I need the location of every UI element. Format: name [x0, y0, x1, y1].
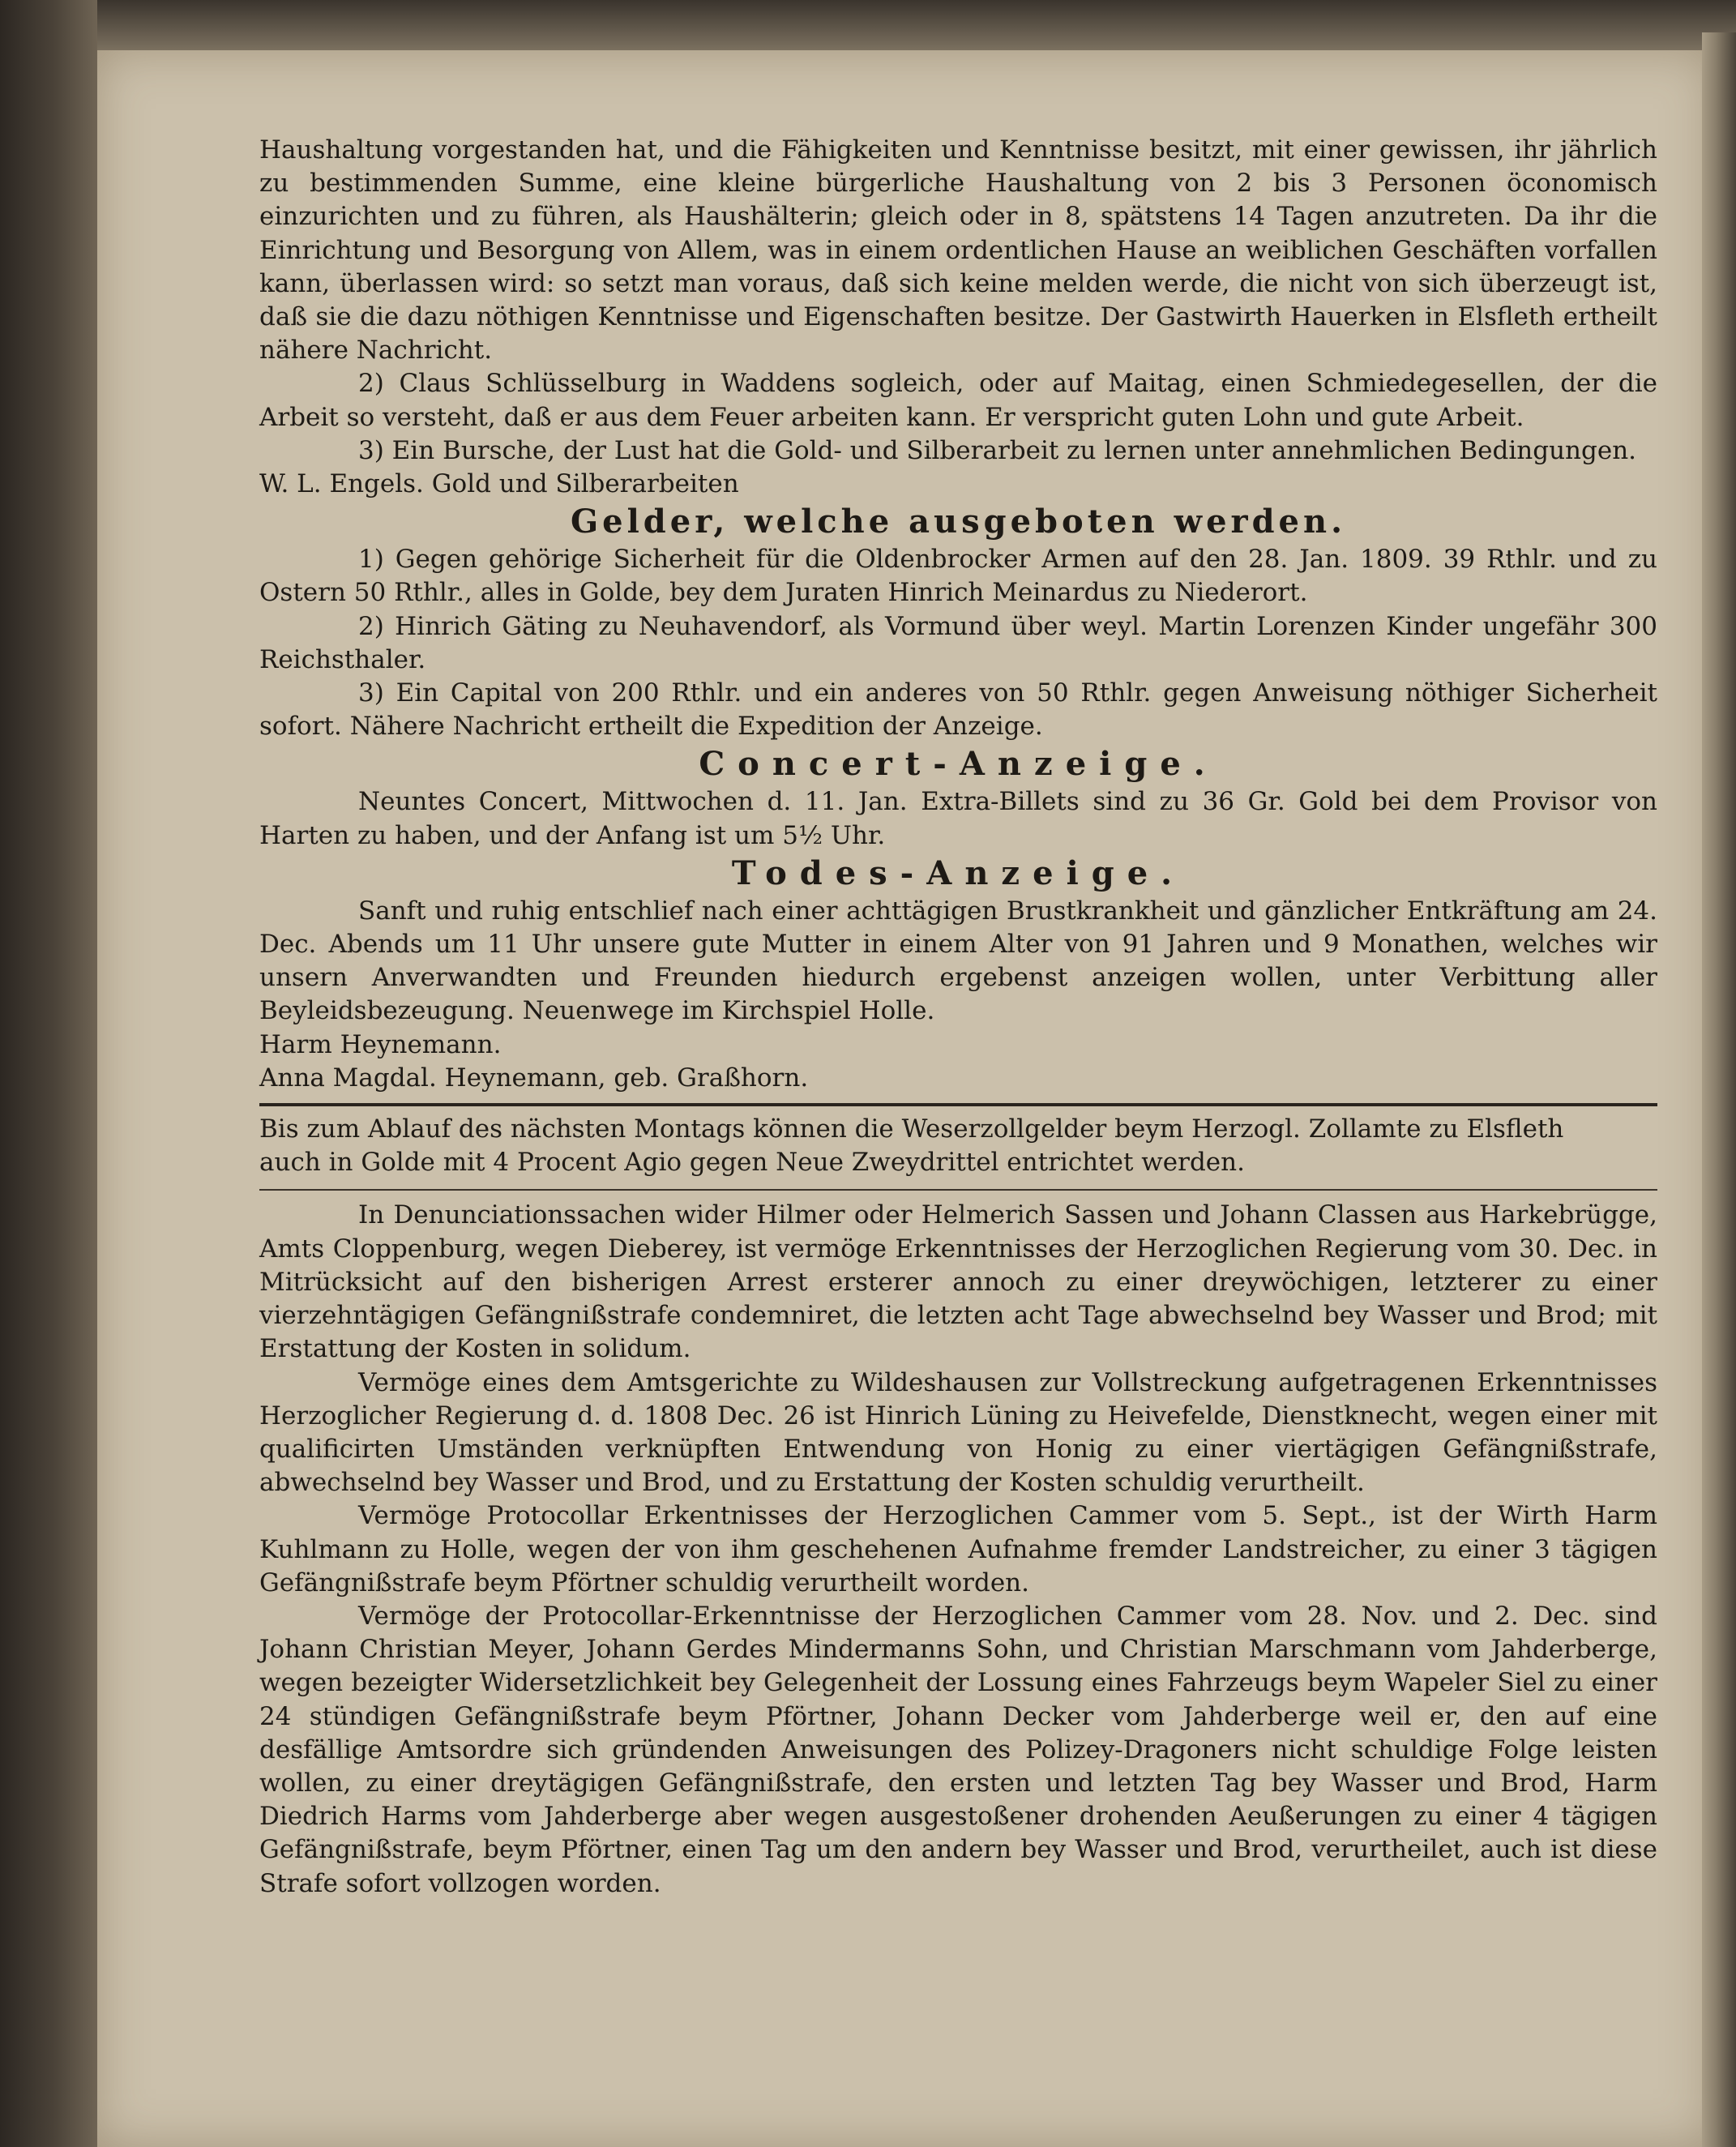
money-offer-3: 3) Ein Capital von 200 Rthlr. und ein anderes von 50 Rthlr. gegen Anweisung nöthiger Sicherheit sofort. Nähere Nachricht ertheilt die Expedition der Anzeige.	[259, 678, 1657, 742]
scan-page-edge	[1702, 32, 1736, 2147]
apprentice-ad: 3) Ein Bursche, der Lust hat die Gold- und Silberarbeit zu lernen unter annehmlichen Bedingungen.	[358, 435, 1637, 465]
section-money-offered	[259, 543, 1657, 743]
money-offer-1: 1) Gegen gehörige Sicherheit für die Oldenbrocker Armen auf den 28. Jan. 1809. 39 Rthlr. und zu Ostern 50 Rthlr., alles in Golde, bey dem Juraten Hinrich Meinardus zu Niederort.	[259, 545, 1657, 608]
smith-journeyman-ad: 2) Claus Schlüsselburg in Waddens sogleich, oder auf Maitag, einen Schmiedegesellen, der die Arbeit so versteht, daß er aus dem Feuer arbeiten kann. Er verspricht guten Lohn und gute Arbeit.	[259, 369, 1657, 432]
divider-rule-2	[259, 1189, 1657, 1191]
scan-top-edge	[97, 0, 1736, 50]
heading-death-notice: Todes-Anzeige.	[731, 853, 1186, 892]
sentence-2: Vermöge eines dem Amtsgerichte zu Wildeshausen zur Vollstreckung aufgetragenen Erkenntnisses Herzoglicher Regierung d. d. 1808 Dec. 26 ist Hinrich Lüning zu Heivefelde, Dienstknecht, wegen einer mit qualificirten Umständen verknüpften Entwendung von Honig zu einer viertägigen Gefängnißstrafe, abwechselnd bey Wasser und Brod, und zu Erstattung der Kosten schuldig verurtheilt.	[259, 1367, 1657, 1498]
divider-rule	[259, 1103, 1657, 1106]
apprentice-ad-signature: W. L. Engels. Gold und Silberarbeiten	[259, 469, 739, 499]
heading-concert: Concert-Anzeige.	[699, 745, 1218, 784]
sentence-3: Vermöge Protocollar Erkentnisses der Herzoglichen Cammer vom 5. Sept., ist der Wirth Harm Kuhlmann zu Holle, wegen der von ihm geschehenen Aufnahme fremder Landstreicher, zu einer 3 tägigen Gefängnißstrafe beym Pförtner schuldig verurtheilt worden.	[259, 1501, 1657, 1597]
concert-notice: Neuntes Concert, Mittwochen d. 11. Jan. Extra-Billets sind zu 36 Gr. Gold bei dem Provisor von Harten zu haben, und der Anfang ist um 5½ Uhr.	[259, 787, 1657, 850]
customs-notice-line-2: auch in Golde mit 4 Procent Agio gegen Neue Zweydrittel entrichtet werden.	[259, 1148, 1245, 1178]
death-notice-signature-1: Harm Heynemann.	[259, 1029, 502, 1059]
housekeeper-ad: Haushaltung vorgestanden hat, und die Fähigkeiten und Kenntnisse besitzt, mit einer gewissen, ihr jährlich zu bestimmenden Summe, eine kleine bürgerliche Haushaltung von 2 bis 3 Personen öconomisch einzurichten und zu führen, als Haushälterin; gleich oder in 8, spätstens 14 Tagen anzutreten. Da ihr die Einrichtung und Besorgung von Allem, was in einem ordentlichen Hause an weiblichen Geschäften vorfallen kann, überlassen wird: so setzt man voraus, daß sich keine melden werde, die nicht von sich überzeugt ist, daß sie die dazu nöthigen Kenntnisse und Eigenschaften besitze. Der Gastwirth Hauerken in Elsfleth ertheilt nähere Nachricht.	[259, 135, 1657, 366]
section-wanted	[259, 134, 1657, 501]
sentence-4: Vermöge der Protocollar-Erkenntnisse der Herzoglichen Cammer vom 28. Nov. und 2. Dec. sind Johann Christian Meyer, Johann Gerdes Mindermanns Sohn, und Christian Marschmann vom Jahderberge, wegen bezeigter Widersetzlichkeit bey Gelegenheit der Lossung eines Fahrzeugs beym Wapeler Siel zu einer 24 stündigen Gefängnißstrafe beym Pförtner, Johann Decker vom Jahderberge weil er, den auf eine desfällige Amtsordre sich gründenden Anweisungen des Polizey-Dragoners nicht schuldige Folge leisten wollen, zu einer dreytägigen Gefängnißstrafe, den ersten und letzten Tag bey Wasser und Brod, Harm Diedrich Harms vom Jahderberge aber wegen ausgestoßener drohenden Aeußerungen zu einer 4 tägigen Gefängnißstrafe, beym Pförtner, einen Tag um den andern bey Wasser und Brod, verurtheilet, auch ist diese Strafe sofort vollzogen worden.	[259, 1601, 1657, 1898]
heading-money-offered: Gelder, welche ausgeboten werden.	[570, 503, 1347, 541]
scan-binding-edge	[0, 0, 97, 2147]
section-court-sentences	[259, 1199, 1657, 1900]
page-content	[259, 134, 1657, 1901]
money-offer-2: 2) Hinrich Gäting zu Neuhavendorf, als Vormund über weyl. Martin Lorenzen Kinder ungefähr 300 Reichsthaler.	[259, 611, 1657, 674]
death-notice-signature-2: Anna Magdal. Heynemann, geb. Graßhorn.	[259, 1063, 809, 1093]
sentence-1: In Denunciationssachen wider Hilmer oder Helmerich Sassen und Johann Classen aus Harkebrügge, Amts Cloppenburg, wegen Dieberey, ist vermöge Erkenntnisses der Herzoglichen Regierung vom 30. Dec. in Mitrücksicht auf den bisherigen Arrest ersterer annoch zu einer dreywöchigen, letzterer zu einer vierzehntägigen Gefängnißstrafe condemniret, die letzten acht Tage abwechselnd bey Wasser und Brod; mit Erstattung der Kosten in solidum.	[259, 1200, 1657, 1364]
customs-notice	[259, 1113, 1657, 1179]
death-notice-text: Sanft und ruhig entschlief nach einer achttägigen Brustkrankheit und gänzlicher Entkräftung am 24. Dec. Abends um 11 Uhr unsere gute Mutter in einem Alter von 91 Jahren und 9 Monathen, welches wir unsern Anverwandten und Freunden hiedurch ergebenst anzeigen wollen, unter Verbittung aller Beyleidsbezeugung. Neuenwege im Kirchspiel Holle.	[259, 896, 1657, 1026]
customs-notice-line-1: Bis zum Ablauf des nächsten Montags können die Weserzollgelder beym Herzogl. Zollamte zu Elsfleth	[259, 1114, 1564, 1144]
